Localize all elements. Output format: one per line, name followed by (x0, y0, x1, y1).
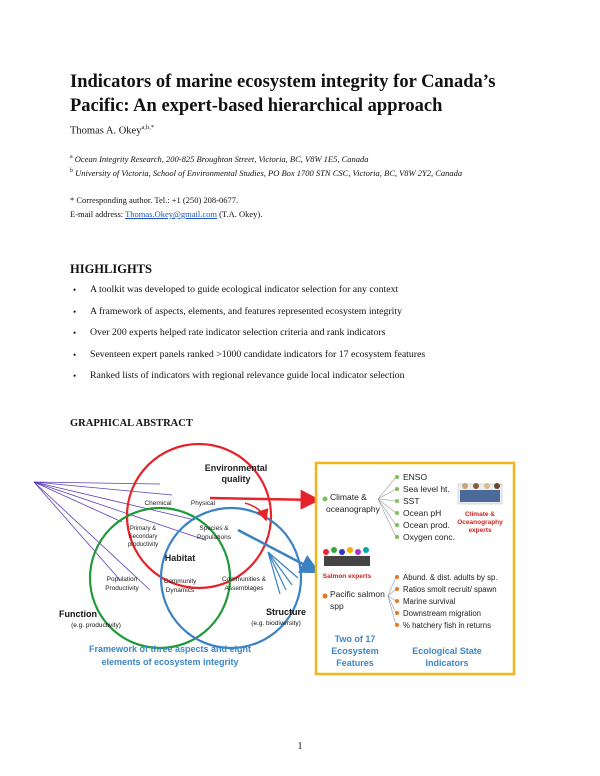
framework-caption: Framework of three aspects and eight (88, 644, 252, 654)
highlight-item: • A toolkit was developed to guide ecological indicator selection for any context (70, 283, 550, 305)
svg-text:Dynamics: Dynamics (165, 587, 195, 594)
highlight-item: • A framework of aspects, elements, and features represented ecosystem integrity (70, 305, 550, 327)
svg-text:productivity: productivity (127, 542, 159, 548)
corresponding-author: * Corresponding author. Tel.: +1 (250) 208-0677. (70, 195, 239, 205)
climate-indicator: Sea level ht. (403, 484, 450, 494)
author-name: Thomas A. Okey (70, 125, 142, 137)
venn-function: Function (59, 609, 97, 619)
svg-text:Indicators: Indicators (425, 658, 469, 668)
highlight-item: • Seventeen expert panels ranked >1000 candidate indicators for 17 ecosystem features (70, 348, 550, 370)
highlight-item: • Over 200 experts helped rate indicator selection criteria and rank indicators (70, 326, 550, 348)
svg-text:Secondary: Secondary (128, 534, 158, 540)
fan-lines (34, 482, 205, 590)
page-number: 1 (297, 741, 303, 752)
svg-text:Ecosystem: Ecosystem (331, 646, 379, 656)
svg-text:Oceanography: Oceanography (457, 519, 503, 526)
svg-text:experts: experts (468, 527, 492, 534)
climate-indicator: ENSO (403, 472, 428, 482)
email-line: E-mail address: Thomas.Okey@gmail.com (T.A. Okey). (70, 209, 263, 219)
salmon-feature: Pacific salmon (330, 589, 385, 599)
affiliation-a: $^a$ Ocean Integrity Research, 200-825 Broughton Street, Victoria, BC, V8W 1E5, Canada (70, 154, 369, 164)
venn-structure: Structure (265, 607, 307, 617)
climate-indicator: Ocean prod. (403, 520, 450, 530)
salmon-indicator: Ratios smolt recruit/ spawn (403, 585, 497, 594)
venn-species-populations: Species & (199, 525, 229, 532)
venn-community-dynamics: Community (163, 578, 197, 585)
graphical-abstract-heading: GRAPHICAL ABSTRACT (70, 418, 193, 429)
salmon-indicator: Marine survival (403, 597, 456, 606)
author-superscript: a,b,* (141, 124, 155, 131)
climate-indicator: Oxygen conc. (403, 532, 455, 542)
svg-text:oceanography: oceanography (326, 504, 380, 514)
venn-communities-assemblages: Communities & (221, 576, 267, 583)
svg-text:quality: quality (221, 474, 251, 484)
svg-text:Productivity: Productivity (105, 585, 139, 592)
climate-indicator: Ocean pH (403, 508, 442, 518)
climate-feature: Climate & (330, 492, 367, 502)
svg-text:(e.g. productivity): (e.g. productivity) (71, 622, 121, 629)
climate-experts-label: Climate & (465, 511, 495, 518)
ecological-state-caption: Ecological State (412, 646, 482, 656)
salmon-indicator: Downstream migration (403, 609, 481, 618)
svg-text:(e.g. biodiversity): (e.g. biodiversity) (251, 620, 301, 627)
email-link[interactable]: Thomas.Okey@gmail.com (125, 209, 217, 219)
salmon-experts-label: Salmon experts (322, 573, 372, 580)
venn-environmental-quality: Environmental (204, 463, 268, 473)
two-of-17-caption: Two of 17 (334, 634, 376, 644)
highlight-item: • Ranked lists of indicators with regional relevance guide local indicator selection (70, 369, 550, 391)
highlights-heading: HIGHLIGHTS (70, 262, 152, 276)
venn-population-productivity: Population (106, 576, 138, 583)
red-arrow (210, 498, 318, 500)
svg-text:Features: Features (336, 658, 374, 668)
climate-indicator: SST (403, 496, 420, 506)
svg-text:spp: spp (330, 601, 344, 611)
venn-physical: Physical (190, 500, 216, 507)
svg-text:Assemblages: Assemblages (224, 585, 264, 592)
svg-text:elements of ecosystem integrit: elements of ecosystem integrity (101, 657, 239, 667)
affiliation-b: $^b$ University of Victoria, School of Environmental Studies, PO Box 1700 STN CSC, Victoria, BC, V8W 2Y2, Canada (70, 168, 463, 178)
venn-habitat: Habitat (164, 553, 196, 563)
venn-primary-secondary: Primary & (129, 526, 157, 532)
salmon-indicator: Abund. & dist. adults by sp. (403, 573, 498, 582)
svg-text:Populations: Populations (197, 534, 231, 541)
climate-experts-icon (458, 483, 502, 504)
venn-chemical: Chemical (144, 500, 172, 507)
salmon-indicator: % hatchery fish in returns (403, 621, 491, 630)
paper-title: Indicators of marine ecosystem integrity for Canada’s Pacific: An expert-based hierarchical approach (70, 72, 496, 116)
